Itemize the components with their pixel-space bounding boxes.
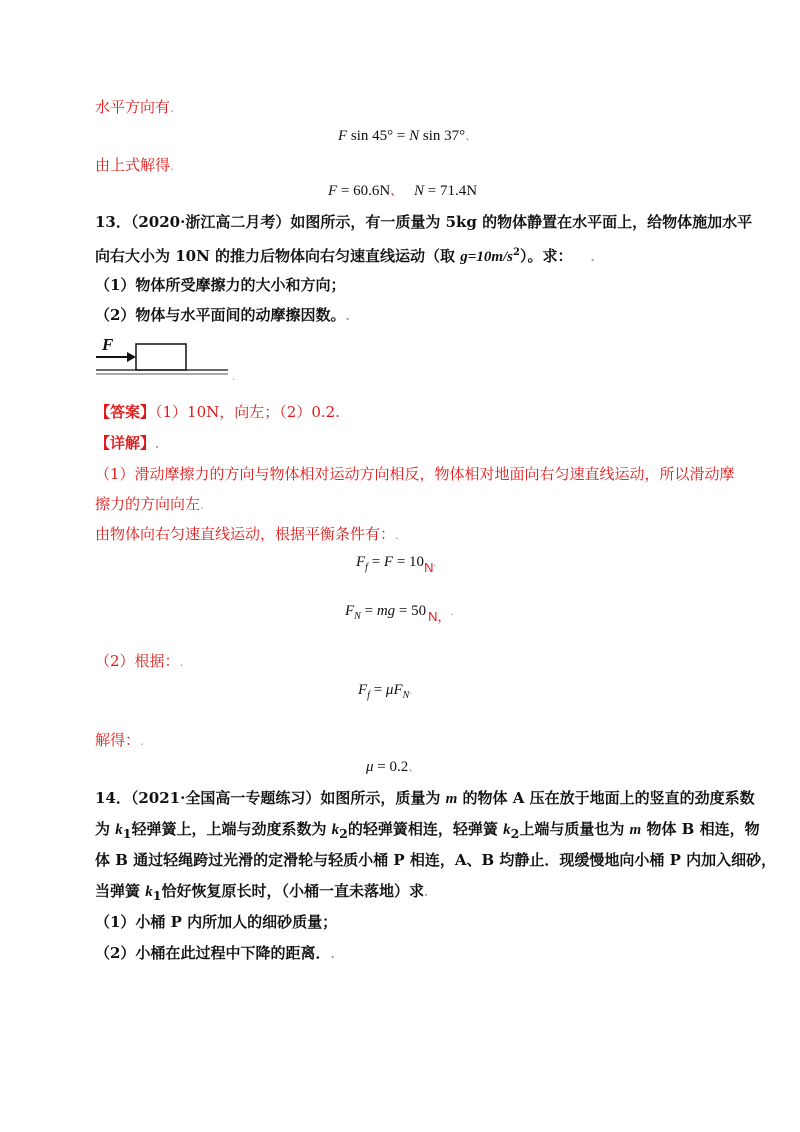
equation-fn: $F_N$ = mg = 50 N，. [345,603,454,624]
force-block-figure [94,334,244,386]
q13-detail-tag: 【详解】. [95,434,160,452]
equation-friction: $F_f = \mu F_N$. [358,682,413,701]
horizontal-label: 水平方向有. [95,98,174,116]
q14-sub2: （2）小桶在此过程中下降的距离．. [95,944,335,962]
q13-detail1-line1: （1）滑动摩擦力的方向与物体相对运动方向相反，物体相对地面向右匀速直线运动，所以滑动摩 [95,465,735,483]
svg-text:.: . [232,372,236,383]
equation-mu: μ = 0.2、 [366,759,421,775]
solve-label: 由上式解得. [95,156,174,174]
equation-ff: $F_f = F = 10N$. [356,554,437,575]
q14-line3: 体 B 通过轻绳跨过光滑的定滑轮与轻质小桶 P 相连，A、B 均静止．现缓慢地向小桶 P 内加入细砂， [95,851,777,869]
q13-solve2-label: 解得：. [95,731,144,749]
q14-line2: 为 $k_1$轻弹簧上，上端与劲度系数为 $k_2$的轻弹簧相连，轻弹簧 $k_2$上端与质量也为 m 物体 B 相连，物 [95,820,760,841]
block [136,344,186,370]
q13-detail1-line3: 由物体向右匀速直线运动，根据平衡条件有：. [95,525,399,543]
q13-sub2: （2）物体与水平面间的动摩擦因数。. [95,306,350,324]
q13-line2: 向右大小为 10N 的推力后物体向右匀速直线运动（取 $g=10m/s^2$）。求： . [95,247,595,265]
equation-result: F = 60.6N、 N = 71.4N [328,183,478,199]
q13-line1: 13．（2020·浙江高二月考）如图所示，有一质量为 5kg 的物体静置在水平面上，给物体施加水平 [95,213,753,231]
force-label: F [102,335,114,354]
force-arrow-head [127,352,136,362]
q13-sub1: （1）物体所受摩擦力的大小和方向； [95,276,346,294]
equation-horizontal: F sin 45° = N sin 37°、 [338,128,478,144]
q14-line4: 当弹簧 $k_1$恰好恢复原长时，（小桶一直未落地）求. [95,882,429,903]
q13-answer: 【答案】（1）10N，向左；（2）0.2. [95,403,340,421]
q13-detail2-label: （2）根据：. [95,652,184,670]
q14-sub1: （1）小桶 P 内所加人的细砂质量； [95,913,338,931]
q14-line1: 14．（2021·全国高一专题练习）如图所示，质量为 m 的物体 A 压在放于地面上的竖直的劲度系数 [95,789,755,807]
q13-detail1-line2: 擦力的方向向左. [95,495,204,513]
